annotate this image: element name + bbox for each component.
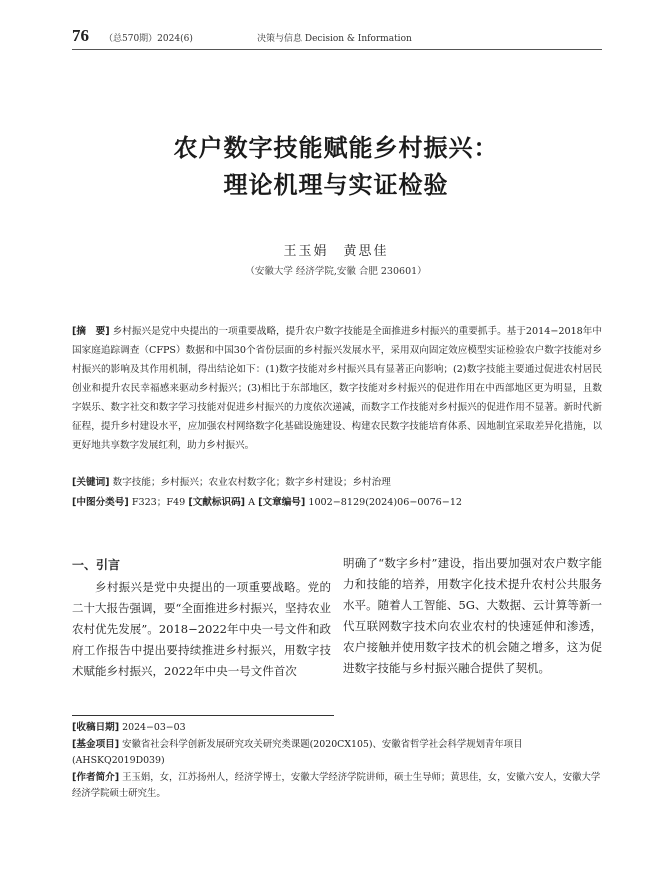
journal-name: 决策与信息 Decision & Information	[257, 34, 412, 44]
clc-value: F323；F49	[131, 497, 186, 508]
keywords-label: [关键词]	[72, 477, 110, 488]
received-value: 2024−03−03	[122, 722, 186, 733]
header-rule	[72, 49, 602, 50]
article-no-value: 1002−8129(2024)06−0076−12	[308, 497, 463, 508]
abstract-label: [摘 要]	[72, 326, 110, 337]
doc-code-value: A	[248, 497, 256, 508]
fund-label: [基金项目]	[72, 738, 120, 750]
keywords-text: 数字技能；乡村振兴；农业农村数字化；数字乡村建设；乡村治理	[112, 477, 391, 488]
affiliation: （安徽大学 经济学院,安徽 合肥 230601）	[245, 266, 427, 277]
footnote-rule	[72, 715, 334, 716]
issue-info: （总570期）2024(6)	[104, 34, 193, 44]
intro-paragraph-left: 乡村振兴是党中央提出的一项重要战略。党的二十大报告强调，要“全面推进乡村振兴，坚持农业农村优先发展”。2018−2022年中央一号文件和政府工作报告中提出要持续推进乡村振兴，用数字技术赋能乡村振兴，2022年中央一号文件首次	[72, 580, 331, 678]
abstract-text: 乡村振兴是党中央提出的一项重要战略，提升农户数字技能是全面推进乡村振兴的重要抓手。基于2014−2018年中国家庭追踪调查（CFPS）数据和中国30个省份层面的乡村振兴发展水平，采用双向固定效应模型实证检验农户数字技能对乡村振兴的影响及其作用机制，得出结论如下：(1)数字技能对乡村振兴具有显著正向影响；(2)数字技能主要通过促进农村居民创业和提升农民幸福感来驱动乡村振兴；(3)相比于东部地区，数字技能对乡村振兴的促进作用在中西部地区更为明显，且数字娱乐、数字社交和数字学习技能对促进乡村振兴的力度依次递减，而数字工作技能对乡村振兴的促进作用不显著。新时代新征程，提升乡村建设水平，应加强农村网络数字化基础设施建设、构建农民数字技能培育体系、因地制宜采取差异化措施，以更好地共享数字发展红利，助力乡村振兴。	[72, 326, 602, 451]
author-bio-value: 王玉娟，女，江苏扬州人，经济学博士，安徽大学经济学院讲师，硕士生导师；黄思佳，女，安徽六安人，安徽大学经济学院硕士研究生。	[72, 771, 601, 799]
authors: 王玉娟 黄思佳	[283, 244, 389, 259]
doc-code-label: [文献标识码]	[188, 497, 246, 508]
fund-info	[72, 737, 602, 770]
page-number: 76	[72, 26, 89, 45]
running-header	[72, 26, 602, 48]
paper-title-line1: 农户数字技能赋能乡村振兴：	[173, 133, 499, 162]
clc-label: [中图分类号]	[72, 497, 129, 508]
keywords	[72, 473, 602, 492]
author-bio-label: [作者简介]	[72, 771, 120, 783]
author-bio	[72, 770, 602, 803]
fund-value: 安徽省社会科学创新发展研究攻关研究类课题(2020CX105)、安徽省哲学社会科学规划青年项目(AHSKQ2019D039)	[72, 738, 523, 766]
body-column-left	[72, 553, 331, 682]
abstract	[72, 322, 602, 455]
paper-title-line2: 理论机理与实证检验	[223, 170, 449, 199]
intro-paragraph-right: 明确了“数字乡村”建设，指出要加强对农户数字能力和技能的培养，用数字化技术提升农村公共服务水平。随着人工智能、5G、大数据、云计算等新一代互联网数字技术向农业农村的快速延伸和渗透，农户接触并使用数字技术的机会随之增多，这为促进数字技能与乡村振兴融合提供了契机。	[343, 556, 602, 675]
body-column-right	[343, 553, 602, 679]
footnotes	[72, 720, 602, 803]
received-date	[72, 720, 602, 737]
classification-line	[72, 493, 602, 512]
received-label: [收稿日期]	[72, 722, 120, 733]
section-heading: 一、引言	[72, 558, 121, 572]
article-no-label: [文章编号]	[258, 497, 306, 508]
